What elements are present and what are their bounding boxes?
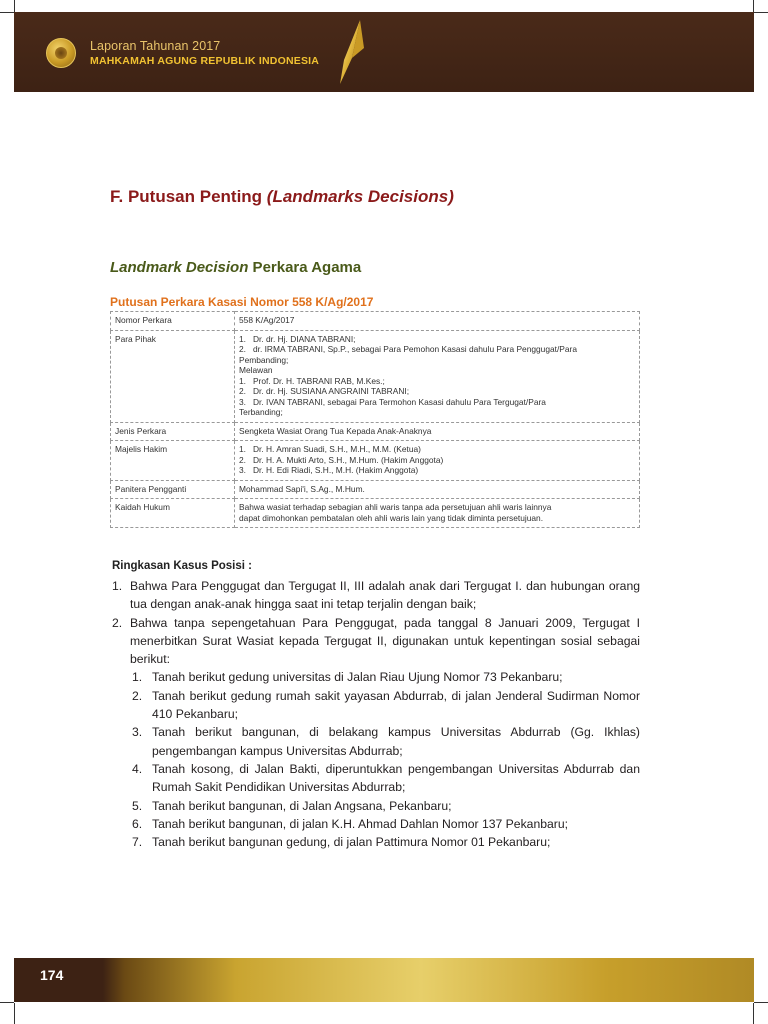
case-info-table: [110, 311, 640, 528]
asset-list: [112, 668, 640, 851]
table-key: Majelis Hakim: [111, 441, 235, 481]
case-title: Putusan Perkara Kasasi Nomor 558 K/Ag/2017: [110, 295, 374, 309]
table-value-line: 1. Prof. Dr. H. TABRANI RAB, M.Kes.;: [239, 375, 385, 386]
list-item-number: 1.: [132, 670, 143, 685]
summary-heading: Ringkasan Kasus Posisi :: [112, 560, 252, 572]
paragraph-text: Bahwa tanpa sepengetahuan Para Penggugat, pada tanggal 8 Januari 2009, Tergugat I menerbitkan Surat Wasiat kepada Tergugat II, digunakan untuk kepentingan sosial sebagai berikut:: [130, 615, 640, 667]
header-subtitle: MAHKAMAH AGUNG REPUBLIK INDONESIA: [90, 55, 320, 67]
crop-mark: [14, 0, 15, 12]
list-item-text: Tanah berikut bangunan gedung, di jalan Pattimura Nomor 01 Pekanbaru;: [152, 835, 551, 850]
header-title: Laporan Tahunan 2017: [90, 39, 221, 53]
table-row: [111, 312, 640, 331]
table-value-line: 1. Dr. H. Amran Suadi, S.H., M.H., M.M. (Ketua): [239, 444, 421, 454]
list-item-number: 5.: [132, 798, 143, 813]
list-item-number: 7.: [132, 835, 143, 850]
paragraph-number: 1.: [112, 579, 123, 593]
crop-mark: [753, 0, 754, 12]
list-item: [112, 815, 640, 833]
paragraph-text: Bahwa Para Penggugat dan Tergugat II, III adalah anak dari Tergugat I. dan hubungan orang tua dengan anak-anak hingga saat ini tetap terjalin dengan baik;: [130, 579, 640, 612]
crop-mark: [14, 1003, 15, 1024]
crop-mark: [754, 1002, 768, 1003]
table-value: [235, 422, 640, 441]
table-value-line: Pembanding;: [239, 354, 289, 365]
table-value-line: 2. Dr. H. A. Mukti Arto, S.H., M.Hum. (Hakim Anggota): [239, 454, 444, 465]
crop-mark: [0, 12, 14, 13]
table-value-line: Terbanding;: [239, 407, 283, 417]
table-value-line: 2. Dr. dr. Hj. SUSIANA ANGRAINI TABRANI;: [239, 386, 410, 396]
summary-paragraph: [112, 577, 640, 614]
list-item-text: Tanah berikut bangunan, di jalan K.H. Ahmad Dahlan Nomor 137 Pekanbaru;: [152, 816, 568, 831]
table-value-line: 1. Dr. dr. Hj. DIANA TABRANI;: [239, 333, 356, 344]
pen-nib-icon: [330, 18, 370, 88]
table-value-line: Melawan: [239, 365, 273, 375]
table-value: [235, 330, 640, 422]
table-value-line: Mohammad Sapi'i, S.Ag., M.Hum.: [239, 483, 365, 494]
crop-mark: [753, 1003, 754, 1024]
table-key: Panitera Pengganti: [111, 480, 235, 499]
list-item-text: Tanah berikut bangunan, di Jalan Angsana, Pekanbaru;: [152, 798, 452, 813]
list-item: [112, 833, 640, 851]
table-value-line: 2. dr. IRMA TABRANI, Sp.P., sebagai Para Pemohon Kasasi dahulu Para Penggugat/Para: [239, 344, 577, 354]
summary-body: [112, 577, 640, 851]
list-item-number: 2.: [132, 688, 143, 703]
table-value-line: 3. Dr. IVAN TABRANI, sebagai Para Termohon Kasasi dahulu Para Tergugat/Para: [239, 396, 546, 407]
table-row: [111, 422, 640, 441]
summary-paragraph: [112, 614, 640, 669]
paragraph-number: 2.: [112, 615, 123, 630]
list-item-text: Tanah berikut bangunan, di belakang kampus Universitas Abdurrab (Gg. Ikhlas) pengembangan kampus Universitas Abdurrab;: [152, 725, 640, 758]
table-key: Jenis Perkara: [111, 422, 235, 441]
list-item: [112, 760, 640, 797]
list-item: [112, 687, 640, 724]
list-item-number: 3.: [132, 725, 143, 740]
list-item-number: 6.: [132, 816, 143, 831]
table-value: [235, 480, 640, 499]
page-number: 174: [40, 967, 64, 983]
table-value-line: Sengketa Wasiat Orang Tua Kepada Anak-Anaknya: [239, 425, 432, 436]
table-key: Nomor Perkara: [111, 312, 235, 331]
crop-mark: [0, 1002, 14, 1003]
table-value-line: Bahwa wasiat terhadap sebagian ahli waris tanpa ada persetujuan ahli waris lainnya: [239, 502, 552, 512]
crop-mark: [754, 12, 768, 13]
table-row: [111, 480, 640, 499]
page-footer: [14, 958, 754, 1002]
table-value-line: 3. Dr. H. Edi Riadi, S.H., M.H. (Hakim Anggota): [239, 465, 419, 475]
list-item: [112, 797, 640, 815]
section-title: F. Putusan Penting (Landmarks Decisions): [110, 187, 454, 206]
table-row: [111, 441, 640, 481]
table-value: [235, 499, 640, 528]
supreme-court-emblem-icon: [46, 38, 76, 68]
table-key: Kaidah Hukum: [111, 499, 235, 528]
table-value-line: dapat dimohonkan pembatalan oleh ahli waris lain yang tidak diminta persetujuan.: [239, 512, 544, 523]
table-value: [235, 312, 640, 331]
list-item-number: 4.: [132, 761, 143, 776]
list-item-text: Tanah berikut gedung universitas di Jalan Riau Ujung Nomor 73 Pekanbaru;: [152, 670, 563, 685]
subsection-title: Landmark Decision Perkara Agama: [110, 259, 362, 276]
table-value-line: 558 K/Ag/2017: [239, 315, 295, 325]
list-item: [112, 668, 640, 686]
table-row: [111, 499, 640, 528]
table-row: [111, 330, 640, 422]
table-key: Para Pihak: [111, 330, 235, 422]
table-value: [235, 441, 640, 481]
list-item-text: Tanah kosong, di Jalan Bakti, diperuntukkan pengembangan Universitas Abdurrab dan Rumah Sakit Pendidikan Universitas Abdurrab;: [152, 761, 640, 795]
list-item: [112, 723, 640, 760]
list-item-text: Tanah berikut gedung rumah sakit yayasan Abdurrab, di jalan Jenderal Sudirman Nomor 410 Pekanbaru;: [152, 688, 640, 722]
